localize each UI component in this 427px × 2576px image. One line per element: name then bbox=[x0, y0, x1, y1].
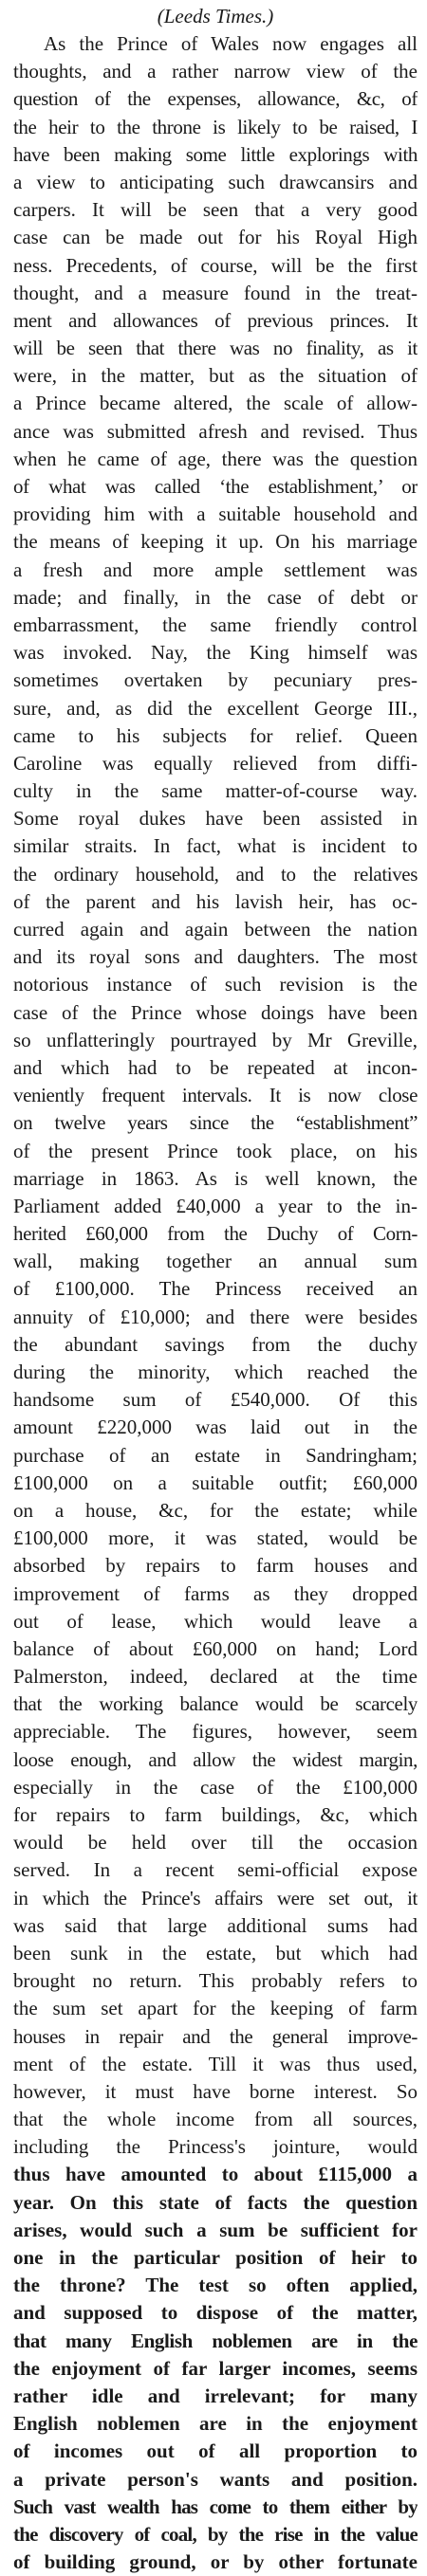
text-line: Caroline was equally relieved from diffi- bbox=[13, 751, 418, 775]
text-line: annuity of £10,000; and there were besides bbox=[13, 1305, 418, 1328]
text-line: £100,000 on a suitable outfit; £60,000 bbox=[13, 1471, 418, 1494]
text-line: and its royal sons and daughters. The most bbox=[13, 945, 418, 969]
text-line: Palmerston, indeed, declared at the time bbox=[13, 1665, 418, 1689]
text-line: purchase of an estate in Sandringham; bbox=[13, 1443, 418, 1467]
text-line: a Prince became altered, the scale of allow- bbox=[13, 392, 418, 415]
text-line: a fresh and more ample settlement was bbox=[13, 557, 418, 581]
text-line: out of lease, which would leave a bbox=[13, 1609, 418, 1633]
text-line: brought no return. This probably refers to bbox=[13, 1969, 418, 1993]
text-line: including the Princess's jointure, would bbox=[13, 2135, 418, 2159]
text-line: was said that large additional sums had bbox=[13, 1913, 418, 1937]
text-line: notorious instance of such revision is the bbox=[13, 973, 418, 996]
text-line: when he came of age, there was the question bbox=[13, 447, 418, 470]
text-line: absorbed by repairs to farm houses and bbox=[13, 1554, 418, 1578]
text-line: of the parent and his lavish heir, has oc- bbox=[13, 889, 418, 913]
text-line: the throne? The test so often applied, bbox=[13, 2274, 418, 2297]
text-line: of building ground, or by other fortunate bbox=[13, 2550, 418, 2574]
text-line: however, it must have borne interest. So bbox=[13, 2079, 418, 2103]
text-line: thought, and a measure found in the treat- bbox=[13, 281, 418, 304]
text-line: one in the particular position of heir to bbox=[13, 2246, 418, 2269]
text-line: Such vast wealth has come to them either by bbox=[13, 2494, 418, 2518]
text-line: herited £60,000 from the Duchy of Corn- bbox=[13, 1222, 418, 1246]
text-line: veniently frequent intervals. It is now close bbox=[13, 1084, 418, 1107]
text-line: was invoked. Nay, the King himself was bbox=[13, 641, 418, 665]
text-line: arises, would such a sum be sufficient for bbox=[13, 2218, 418, 2241]
text-line: £100,000 more, it was stated, would be bbox=[13, 1526, 418, 1550]
text-line: served. In a recent semi-official expose bbox=[13, 1858, 418, 1882]
text-line: came to his subjects for relief. Queen bbox=[13, 723, 418, 747]
text-line: a private person's wants and position. bbox=[13, 2467, 418, 2491]
newspaper-column bbox=[13, 2, 418, 2576]
text-line: thus have amounted to about £115,000 a bbox=[13, 2163, 418, 2186]
text-line: As the Prince of Wales now engages all bbox=[44, 32, 418, 55]
text-line: culty in the same matter-of-course way. bbox=[13, 779, 418, 803]
text-line: and supposed to dispose of the matter, bbox=[13, 2301, 418, 2325]
text-line: the abundant savings from the duchy bbox=[13, 1332, 418, 1356]
text-line: and which had to be repeated at incon- bbox=[13, 1055, 418, 1079]
text-line: ment of the estate. Till it was thus used, bbox=[13, 2052, 418, 2075]
text-line: of the present Prince took place, on his bbox=[13, 1139, 418, 1162]
text-line: that the whole income from all sources, bbox=[13, 2108, 418, 2131]
text-line: case of the Prince whose doings have been bbox=[13, 1000, 418, 1024]
text-line: the heir to the throne is likely to be raised, I bbox=[13, 115, 418, 138]
text-line: of what was called ‘the establishment,’ or bbox=[13, 475, 418, 498]
text-line: the sum set apart for the keeping of farm bbox=[13, 1997, 418, 2020]
text-line: that the working balance would be scarcely bbox=[13, 1692, 418, 1716]
text-line: made; and finally, in the case of debt or bbox=[13, 585, 418, 609]
text-line: of £100,000. The Princess received an bbox=[13, 1277, 418, 1301]
text-line: a view to anticipating such drawcansirs and bbox=[13, 170, 418, 193]
text-line: on a house, &c, for the estate; while bbox=[13, 1498, 418, 1522]
article-body bbox=[13, 30, 418, 2576]
text-line: sure, and, as did the excellent George III., bbox=[13, 696, 418, 720]
text-line: houses in repair and the general improve- bbox=[13, 2024, 418, 2048]
text-line: Parliament added £40,000 a year to the in- bbox=[13, 1194, 418, 1217]
text-line: rather idle and irrelevant; for many bbox=[13, 2384, 418, 2407]
text-line: the means of keeping it up. On his marriage bbox=[13, 530, 418, 554]
text-line: so unflatteringly pourtrayed by Mr Greville, bbox=[13, 1028, 418, 1051]
text-line: year. On this state of facts the question bbox=[13, 2190, 418, 2214]
text-line: during the minority, which reached the bbox=[13, 1361, 418, 1383]
text-line: ance was submitted afresh and revised. Thus bbox=[13, 419, 418, 443]
text-line: case can be made out for his Royal High bbox=[13, 226, 418, 249]
text-line: have been making some little explorings with bbox=[13, 142, 418, 166]
text-line: that many English noblemen are in the bbox=[13, 2329, 418, 2352]
text-line: marriage in 1863. As is well known, the bbox=[13, 1166, 418, 1190]
text-line: especially in the case of the £100,000 bbox=[13, 1775, 418, 1799]
text-line: would be held over till the occasion bbox=[13, 1831, 418, 1854]
text-line: loose enough, and allow the widest margin, bbox=[13, 1747, 418, 1771]
text-line: amount £220,000 was laid out in the bbox=[13, 1416, 418, 1439]
text-line: in which the Prince's affairs were set out, it bbox=[13, 1886, 418, 1909]
text-line: similar straits. In fact, what is incident to bbox=[13, 834, 418, 858]
text-line: Some royal dukes have been assisted in bbox=[13, 807, 418, 831]
text-line: for repairs to farm buildings, &c, which bbox=[13, 1803, 418, 1826]
text-line: curred again and again between the nation bbox=[13, 918, 418, 941]
text-line: on twelve years since the “establishment” bbox=[13, 1111, 418, 1135]
text-line: carpers. It will be seen that a very good bbox=[13, 198, 418, 222]
text-line: ness. Precedents, of course, will be the first bbox=[13, 253, 418, 277]
text-line: question of the expenses, allowance, &c, of bbox=[13, 87, 418, 111]
text-line: appreciable. The figures, however, seem bbox=[13, 1720, 418, 1744]
text-line: embarrassment, the same friendly control bbox=[13, 612, 418, 636]
text-line: sometimes overtaken by pecuniary pres- bbox=[13, 668, 418, 692]
text-line: the discovery of coal, by the rise in the value bbox=[13, 2522, 418, 2546]
text-line: will be seen that there was no finality, as it bbox=[13, 337, 418, 360]
text-line: thoughts, and a rather narrow view of the bbox=[13, 60, 418, 83]
text-line: ment and allowances of previous princes. It bbox=[13, 308, 418, 332]
text-line: been sunk in the estate, but which had bbox=[13, 1941, 418, 1964]
text-line: wall, making together an annual sum bbox=[13, 1250, 418, 1273]
text-line: the ordinary household, and to the relatives bbox=[13, 862, 418, 886]
text-line: improvement of farms as they dropped bbox=[13, 1581, 418, 1605]
source-attribution: (Leeds Times.) bbox=[157, 5, 274, 27]
text-line: balance of about £60,000 on hand; Lord bbox=[13, 1636, 418, 1660]
text-line: the enjoyment of far larger incomes, seems bbox=[13, 2356, 418, 2380]
text-line: providing him with a suitable household and bbox=[13, 502, 418, 526]
text-line: of incomes out of all proportion to bbox=[13, 2439, 418, 2463]
text-line: were, in the matter, but as the situation of bbox=[13, 364, 418, 388]
text-line: handsome sum of £540,000. Of this bbox=[13, 1388, 418, 1412]
text-line: English noblemen are in the enjoyment bbox=[13, 2412, 418, 2436]
